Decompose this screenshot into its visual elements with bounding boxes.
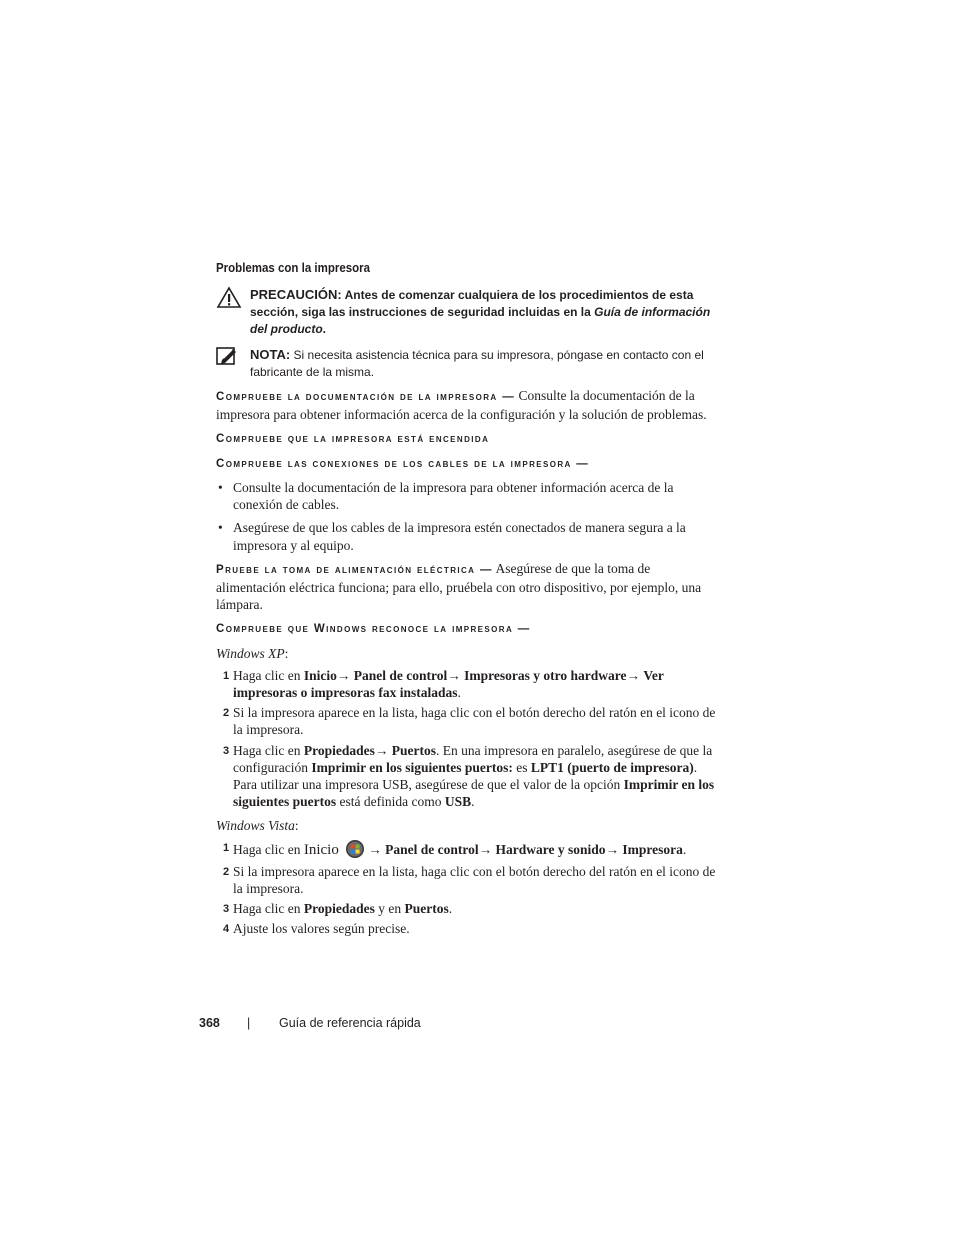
caution-end: . [322,322,327,336]
windows-vista-label: Windows Vista: [216,818,299,834]
bullet-icon: • [218,480,223,495]
list-item: 1 Haga clic en Inicio→ Panel de control→ Impresoras y otro hardware→ Ver impresoras o impresoras fax instaladas. [223,667,664,701]
note-text: Si necesita asistencia técnica para su impresora, póngase en contacto con el fabricante de la misma. [250,348,704,379]
arrow-icon: → [336,667,351,683]
lpt1-ref: LPT1 (puerto de impresora) [530,759,694,775]
list-item: • Asegúrese de que los cables de la impresora estén conectados de manera segura a la impresora y al equipo. [218,520,686,553]
check-docs-text: Consulte la documentación de la impresora para obtener información acerca de la configuración y la solución de problemas. [216,388,707,422]
test-outlet-heading: Pruebe la toma de alimentación eléctrica — [216,563,493,576]
ports-ref: Puertos [391,742,436,758]
note-label: NOTA: [250,347,291,362]
check-on-paragraph [216,429,716,448]
caution-notice [216,286,716,338]
bullet-icon: • [218,520,223,536]
page-content [216,258,716,940]
list-item: 4 Ajuste los valores según precise. [223,921,410,937]
caution-doc-name: Guía de información del producto [250,305,711,336]
inicio-menu-ref: Inicio [303,842,339,859]
windows-xp-label: Windows XP: [216,645,289,661]
printers-hardware-ref: Impresoras y otro hardware [464,667,627,683]
print-to-ports-ref: Imprimir en los siguientes puertos [233,777,715,810]
arrow-icon: → [605,842,619,858]
page-number: 368 [199,1016,220,1030]
list-item: 3 Haga clic en Propiedades→ Puertos. En una impresora en paralelo, asegúrese de que la configuración Imprimir en los siguientes puertos: es LPT1 (puerto de impresora). Para utilizar una impresora USB, asegúrese de que el valor de la opción Imprimir en los siguientes puertos está definida como USB. [223,742,715,810]
caution-triangle-icon [216,286,242,315]
check-cables-paragraph [216,454,716,473]
list-item: 2 Si la impresora aparece en la lista, haga clic con el botón derecho del ratón en el icono de la impresora. [223,863,716,896]
guide-title: Guía de referencia rápida [279,1016,421,1030]
vista-steps [216,839,716,937]
section-title: Problemas con la impresora [216,261,371,275]
inicio-menu-ref: Inicio [303,667,337,683]
check-docs-heading: Compruebe la documentación de la impresora — [216,391,516,403]
xp-steps [216,667,716,811]
list-item: • Consulte la documentación de la impresora para obtener información acerca de la conexión de cables. [218,480,674,513]
arrow-icon: → [374,742,389,758]
arrow-icon: → [478,842,493,858]
arrow-icon: → [626,667,640,683]
usb-ref: USB [444,794,472,810]
check-windows-paragraph [216,619,716,638]
printer-ref: Impresora [622,842,683,858]
windows-start-icon [344,839,366,859]
footer-separator: | [247,1016,251,1030]
test-outlet-text: Asegúrese de que la toma de alimentación eléctrica funciona; para ello, pruébela con otro dispositivo, por ejemplo, una lámpara. [216,560,702,612]
arrow-icon: → [447,667,461,683]
note-notice [216,346,716,381]
control-panel-ref: Panel de control [353,667,448,683]
print-to-ports-ref: Imprimir en los siguientes puertos: [311,759,513,775]
check-docs-paragraph [216,387,716,423]
view-printers-ref: Ver impresoras o impresoras fax instaladas [233,667,664,701]
test-outlet-paragraph [216,560,716,613]
check-windows-heading: Compruebe que Windows reconoce la impresora — [216,622,531,635]
list-item: 3 Haga clic en Propiedades y en Puertos. [223,901,453,917]
properties-ref: Propiedades [303,901,375,917]
check-on-heading: Compruebe que la impresora está encendida [216,433,490,445]
caution-label: PRECAUCIÓN: [250,287,342,302]
hardware-sound-ref: Hardware y sonido [495,842,606,858]
ports-ref: Puertos [404,901,449,917]
note-pencil-icon [216,346,238,371]
check-cables-heading: Compruebe las conexiones de los cables de la impresora — [216,458,590,470]
arrow-icon: → [368,842,382,858]
list-item: 1 Haga clic en Inicio → Panel de control→ Hardware y sonido→ Impresora. [216,839,716,859]
control-panel-ref: Panel de control [385,842,479,858]
caution-text: Antes de comenzar cualquiera de los procedimientos de esta sección, siga las instrucciones de seguridad incluidas en la [250,288,694,319]
list-item: 2 Si la impresora aparece en la lista, haga clic con el botón derecho del ratón en el icono de la impresora. [223,705,716,738]
cables-bullet-list [216,479,716,554]
properties-ref: Propiedades [303,742,375,758]
